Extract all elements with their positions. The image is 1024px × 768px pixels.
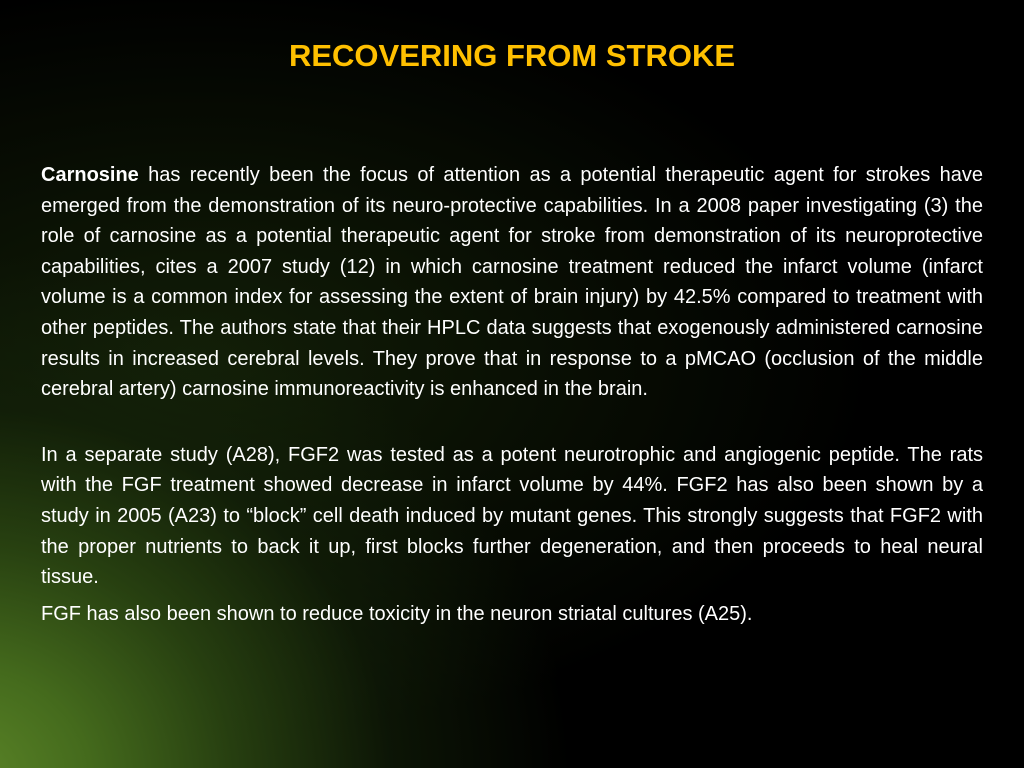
paragraph-carnosine [41, 160, 983, 405]
carnosine-term: Carnosine [41, 164, 139, 186]
paragraph-fgf-toxicity: FGF has also been shown to reduce toxicity in the neuron striatal cultures (A25). [41, 602, 753, 625]
paragraph-fgf2: In a separate study (A28), FGF2 was tested as a potent neurotrophic and angiogenic peptide. The rats with the FGF treatment showed decrease in infarct volume by 44%. FGF2 has also been shown by a study in 2005 (A23) to “block” cell death induced by mutant genes. This strongly suggests that FGF2 with the proper nutrients to back it up, first blocks further degeneration, and then proceeds to heal neural tissue. [41, 443, 983, 589]
slide-body [41, 160, 983, 629]
slide-title: RECOVERING FROM STROKE [288, 38, 736, 73]
paragraph-carnosine-text: has recently been the focus of attention as a potential therapeutic agent for strokes have emerged from the demonstration of its neuro-protective capabilities. In a 2008 paper investigating (3) the role of carnosine as a potential therapeutic agent for stroke from demonstration of its neuroprotective capabilities, cites a 2007 study (12) in which carnosine treatment reduced the infarct volume (infarct volume is a common index for assessing the extent of brain injury) by 42.5% compared to treatment with other peptides. The authors state that their HPLC data suggests that exogenously administered carnosine results in increased cerebral levels. They prove that in response to a pMCAO (occlusion of the middle cerebral artery) carnosine immunoreactivity is enhanced in the brain. [41, 164, 983, 401]
